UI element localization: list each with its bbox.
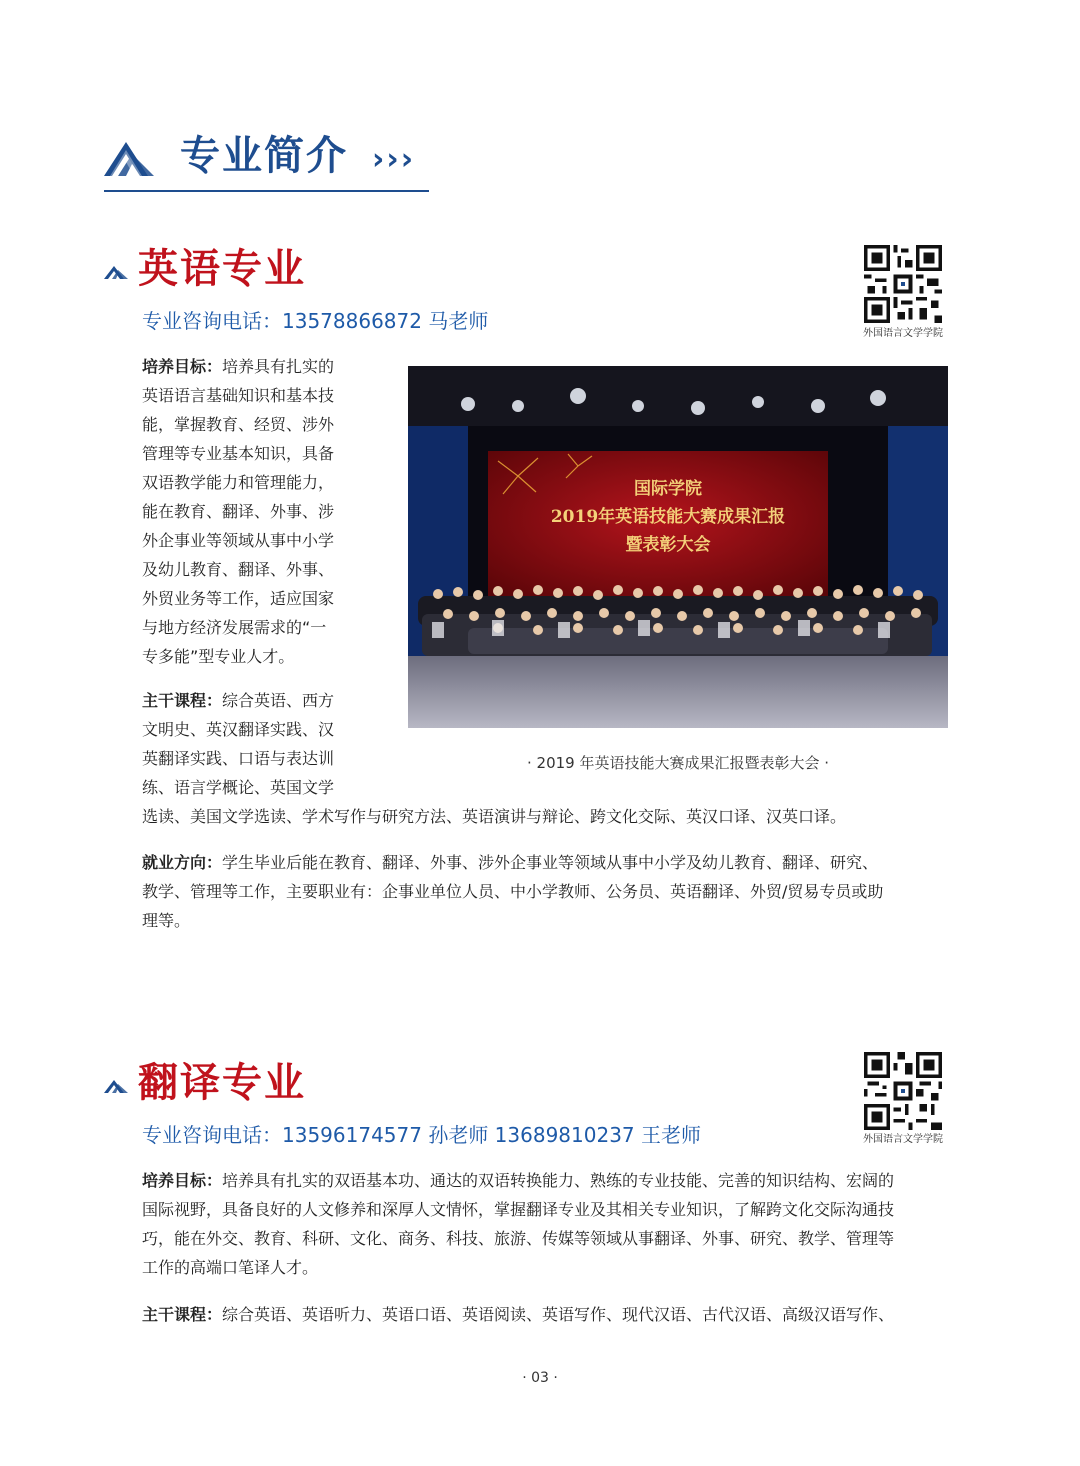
translation-goal-line-2: 巧，能在外交、教育、科研、文化、商务、科技、旅游、传媒等领域从事翻译、外事、研究、教学、管理等 <box>142 1229 895 1248</box>
translation-course-label: 主干课程： <box>142 1305 223 1324</box>
english-goal-label: 培养目标： <box>142 357 223 376</box>
translation-goal-line-3: 工作的高端口笔译人才。 <box>142 1258 319 1277</box>
screen-line-1: 2019年英语技能大赛成果汇报 <box>550 507 786 527</box>
section-title-translation: 翻译专业 <box>138 1059 306 1106</box>
english-course-line-3: 练、语言学概论、英国文学 <box>142 778 335 797</box>
section-mountain-icon <box>104 264 128 280</box>
english-course-line-0: 主干课程：综合英语、西方 <box>142 691 335 710</box>
translation-goal-line-1: 国际视野，具备良好的人文修养和深厚人文情怀，掌握翻译专业及其相关专业知识，了解跨文化交际沟通技 <box>142 1200 895 1219</box>
english-course-block <box>142 686 372 802</box>
english-goal-line-10: 专多能”型专业人才。 <box>142 647 295 666</box>
translation-goal-label: 培养目标： <box>142 1171 223 1190</box>
screen-line-2: 暨表彰大会 <box>625 535 711 555</box>
english-goal-line-9: 与地方经济发展需求的“一 <box>142 618 327 637</box>
photo-caption: · 2019 年英语技能大赛成果汇报暨表彰大会 · <box>526 754 830 772</box>
english-career-line-2: 理等。 <box>142 911 191 930</box>
english-goal-line-3: 管理等专业基本知识，具备 <box>142 444 335 463</box>
qr-caption-english: 外国语言文学学院 <box>863 328 943 339</box>
qr-caption-translation: 外国语言文学学院 <box>863 1134 943 1145</box>
contact-english: 专业咨询电话：13578866872 马老师 <box>142 309 489 333</box>
english-career-block <box>142 848 948 935</box>
qr-code-icon-translation[interactable] <box>864 1052 942 1130</box>
screen-line-0: 国际学院 <box>634 479 702 499</box>
english-course-full-block <box>142 802 948 831</box>
english-goal-line-5: 能在教育、翻译、外事、涉 <box>142 502 335 521</box>
english-goal-line-7: 及幼儿教育、翻译、外事、 <box>142 560 335 579</box>
english-goal-line-6: 外企事业等领域从事中小学 <box>142 531 335 550</box>
contact-translation: 专业咨询电话：13596174577 孙老师 13689810237 王老师 <box>142 1123 702 1147</box>
english-goal-line-1: 英语语言基础知识和基本技 <box>142 386 335 405</box>
english-course-label: 主干课程： <box>142 691 223 710</box>
english-goal-block <box>142 352 372 671</box>
english-course-line-2: 英翻译实践、口语与表达训 <box>142 749 335 768</box>
translation-goal-block <box>142 1166 948 1282</box>
english-goal-line-8: 外贸业务等工作，适应国家 <box>142 589 335 608</box>
title-underline <box>104 190 429 192</box>
english-career-label: 就业方向： <box>142 853 223 872</box>
page-number: · 03 · <box>522 1370 558 1386</box>
english-goal-line-4: 双语教学能力和管理能力， <box>142 473 335 492</box>
english-goal-line-2: 能，掌握教育、经贸、涉外 <box>142 415 335 434</box>
page-title: 专业简介 <box>180 133 348 179</box>
translation-course-line-0: 主干课程：综合英语、英语听力、英语口语、英语阅读、英语写作、现代汉语、古代汉语、高级汉语写作、 <box>142 1305 895 1324</box>
translation-course-block <box>142 1300 948 1329</box>
section-title-english: 英语专业 <box>138 245 306 292</box>
english-career-line-1: 教学、管理等工作，主要职业有：企事业单位人员、中小学教师、公务员、英语翻译、外贸/贸易专员或助 <box>142 882 884 901</box>
section-mountain-icon-translation <box>104 1078 128 1094</box>
group-photo <box>408 366 948 728</box>
group-photo-illustration <box>408 366 948 728</box>
qr-code-icon[interactable] <box>864 245 942 323</box>
translation-goal-line-0: 培养目标：培养具有扎实的双语基本功、通达的双语转换能力、熟练的专业技能、完善的知识结构、宏阔的 <box>142 1171 895 1190</box>
english-course-full-line: 选读、美国文学选读、学术写作与研究方法、英语演讲与辩论、跨文化交际、英汉口译、汉英口译。 <box>142 807 847 826</box>
english-course-line-1: 文明史、英汉翻译实践、汉 <box>142 720 335 739</box>
title-chevrons: ››› <box>372 142 416 177</box>
english-goal-line-0: 培养目标：培养具有扎实的 <box>142 357 335 376</box>
mountain-logo-icon <box>104 138 154 178</box>
english-career-line-0: 就业方向：学生毕业后能在教育、翻译、外事、涉外企事业等领域从事中小学及幼儿教育、翻译、研究、 <box>142 853 879 872</box>
